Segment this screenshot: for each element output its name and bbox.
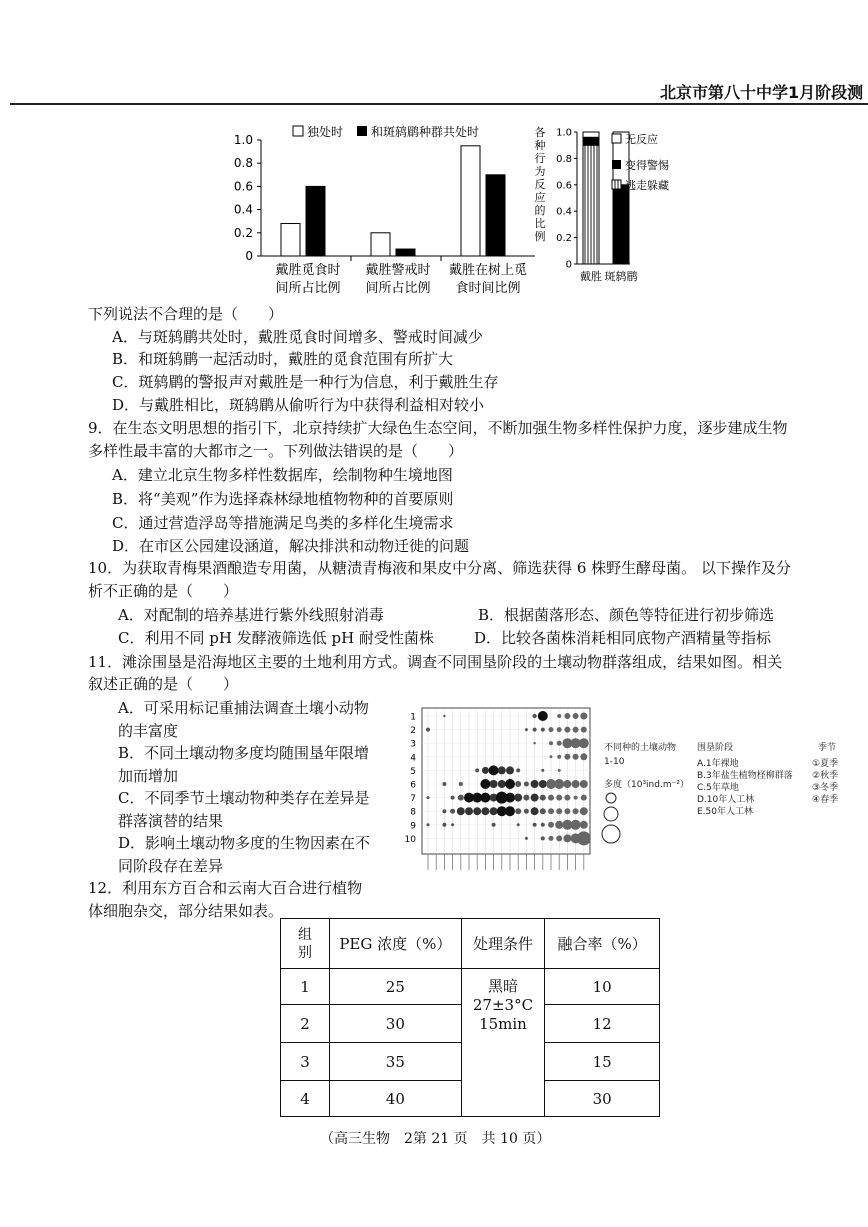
dot-plot-point (523, 795, 529, 801)
dot-plot-point (574, 796, 578, 800)
chart1-category-label: 间所占比例 (365, 281, 431, 296)
chart2-y-tick-label: 0 (565, 259, 572, 271)
q11-option-d-line1: D．影响土壤动物多度的生物因素在不 (118, 834, 371, 852)
page-footer: （高三生物 2第 21 页 共 10 页） (320, 1131, 551, 1147)
legend-swatch-alert (612, 160, 621, 169)
dot-plot-point (541, 728, 545, 732)
legend-circle-small (606, 793, 616, 803)
q9-option-a: A．建立北京生物多样性数据库，绘制物种生境地图 (112, 466, 453, 484)
dot-plot-row-label: 3 (410, 739, 416, 750)
condition-temp: 27±3°C (472, 996, 534, 1014)
q12-stem-line2: 体细胞杂交，部分结果如表。 (88, 902, 284, 920)
chart2-y-tick-label: 0.8 (556, 153, 572, 165)
dot-plot-point (450, 809, 455, 814)
chart1-y-tick-label: 0.6 (233, 179, 253, 194)
chart2-y-label-char: 反 (534, 178, 546, 191)
dot-plot-point (531, 794, 539, 802)
chart-time-proportion (225, 118, 555, 298)
chart1-y-tick-label: 1.0 (233, 133, 253, 147)
dot-plot-point (473, 807, 481, 815)
dot-plot-point (451, 823, 454, 826)
dot-plot-point (541, 836, 545, 840)
dot-plot-point (517, 823, 520, 826)
q9-stem-line1: 9．在生态文明思想的指引下，北京持续扩大绿色生态空间，不断加强生物多样性保护力度，逐步建成生物 (88, 419, 788, 437)
dot-plot-point (580, 753, 587, 760)
chart2-bar-segment (583, 145, 599, 264)
chart1-category-label: 戴胜警戒时 (365, 263, 431, 278)
dot-plot-point (564, 727, 570, 733)
chart-behavior-response (530, 122, 740, 292)
dot-plot-point (426, 728, 430, 732)
chart2-y-tick-label: 0.4 (556, 206, 572, 218)
cell-peg: 30 (330, 1005, 462, 1043)
dot-plot-point (549, 836, 554, 841)
dot-plot-point (564, 713, 570, 719)
header-divider (10, 103, 868, 105)
q8-option-d: D．与戴胜相比，斑鸫鹛从偷听行为中获得利益相对较小 (112, 396, 485, 414)
legend-label-alone: 独处时 (307, 125, 344, 139)
legend-label-no-response: 无反应 (625, 133, 658, 146)
table-row (281, 969, 660, 1005)
q10-option-b: B．根据菌落形态、颜色等特征进行初步筛选 (478, 606, 775, 624)
dot-plot-point (540, 795, 546, 801)
header-group: 组别 (281, 919, 330, 969)
dot-plot-point (573, 808, 579, 814)
dot-plot-row-label: 2 (410, 726, 416, 737)
dot-plot-point (557, 741, 562, 746)
q11-option-a-line2: 的丰富度 (118, 722, 179, 740)
legend-swatch-alone (293, 126, 303, 136)
cell-group: 2 (281, 1005, 330, 1043)
dot-plot-point (557, 755, 561, 759)
dot-plot-point (579, 738, 589, 748)
dot-plot-point (489, 765, 499, 775)
dot-plot-point (443, 715, 445, 717)
cell-rate: 30 (545, 1081, 660, 1117)
q9-option-b: B．将“美观”作为选择森林绿地植物物种的首要原则 (112, 490, 454, 508)
legend-swatch-no-response (612, 134, 621, 143)
chart2-y-label-char: 行 (534, 152, 546, 165)
q12-stem-line1: 12．利用东方百合和云南大百合进行植物 (88, 879, 363, 897)
cell-condition (461, 969, 545, 1117)
legend-season-summer: ①夏季 (812, 759, 839, 769)
dot-plot-point (557, 714, 561, 718)
q11-option-c-line1: C．不同季节土壤动物种类存在差异是 (118, 789, 370, 807)
legend-season-spring: ④春季 (812, 795, 839, 805)
dot-plot-point (482, 767, 489, 774)
cell-rate: 15 (545, 1043, 660, 1081)
dot-plot-point (550, 755, 553, 758)
q10-stem-line1: 10．为获取青梅果酒酿造专用菌，从糖渍青梅液和果皮中分离、筛选获得 6 株野生酵母菌。 以下操作及分 (88, 559, 791, 577)
dot-plot-point (555, 821, 563, 829)
chart2-y-label-char: 各 (534, 126, 546, 139)
chart1-y-tick-label: 0.8 (233, 156, 253, 171)
dot-plot-point (492, 823, 496, 827)
dot-plot-row-label: 6 (410, 780, 416, 791)
dot-plot-point (525, 728, 528, 731)
chart1-legend (293, 124, 479, 139)
dot-plot-point (556, 808, 562, 814)
dot-plot-point (563, 834, 571, 842)
legend-swatch-together (357, 126, 367, 136)
legend-species-title: 不同种的土壤动物 (604, 743, 677, 753)
dot-plot-point (541, 823, 545, 827)
chart2-category-label: 斑鸫鹛 (604, 270, 638, 283)
dot-plot-point (533, 823, 537, 827)
q8-option-c: C．斑鸫鹛的警报声对戴胜是一种行为信息，利于戴胜生存 (112, 373, 499, 391)
q11-option-b-line2: 加而增加 (118, 767, 179, 785)
dot-plot-point (514, 794, 522, 802)
chart1-bar (396, 249, 415, 256)
dot-plot-point (548, 795, 554, 801)
dot-plot-point (564, 808, 570, 814)
dot-plot-row-label: 9 (410, 821, 416, 832)
dot-plot-point (459, 782, 463, 786)
legend-abundance-title: 多度（10³ind.m⁻²） (604, 780, 689, 790)
chart2-category-label: 戴胜 (580, 270, 602, 283)
q11-option-b-line1: B．不同土壤动物多度均随围垦年限增 (118, 744, 370, 762)
dot-plot-point (564, 795, 570, 801)
q8-stem: 下列说法不合理的是（ ） (88, 305, 284, 323)
dot-plot-point (554, 779, 564, 789)
chart2-bar-segment (583, 132, 599, 137)
dot-plot-point (442, 782, 446, 786)
cell-peg: 25 (330, 969, 462, 1005)
chart2-y-tick-label: 0.2 (556, 233, 572, 245)
page-header-title: 北京市第八十中学1月阶段测 (660, 83, 864, 102)
dot-plot-point (557, 727, 562, 732)
dot-plot-point (505, 779, 515, 789)
chart2-bar-segment (613, 185, 629, 264)
dot-plot-point (533, 742, 535, 744)
chart1-bar (486, 175, 505, 256)
chart1-bar (461, 146, 480, 256)
header-rate: 融合率（%） (545, 919, 660, 969)
dot-plot-point (427, 796, 430, 799)
peg-fusion-table (280, 918, 660, 1117)
chart1-y-tick-label: 0.4 (233, 202, 253, 217)
chart2-y-label-char: 种 (534, 139, 546, 152)
dot-plot-point (505, 806, 515, 816)
dot-plot-point (480, 779, 490, 789)
dot-plot-point (532, 714, 536, 718)
chart1-category-label: 食时间比例 (455, 281, 521, 296)
dot-plot-point (538, 711, 548, 721)
dot-plot-point (548, 822, 554, 828)
dot-plot-point (442, 809, 446, 813)
legend-label-flee: 逃走躲藏 (625, 179, 669, 192)
dot-plot-point (498, 780, 506, 788)
legend-stage-e: E.50年人工林 (697, 807, 753, 817)
dot-plot-point (539, 780, 547, 788)
cell-rate: 10 (545, 969, 660, 1005)
dot-plot-point (573, 754, 579, 760)
dot-plot-point (540, 808, 546, 814)
dot-plot-row-label: 7 (410, 794, 416, 805)
legend-season-autumn: ②秋季 (812, 771, 839, 781)
q11-option-a-line1: A．可采用标记重捕法调查土壤小动物 (118, 699, 369, 717)
dot-plot-point (580, 780, 588, 788)
chart2-y-label-char: 应 (534, 191, 546, 204)
legend-species-range: 1-10 (604, 757, 625, 767)
q9-option-d: D．在市区公园建设涵道，解决排洪和动物迁徙的问题 (112, 537, 470, 555)
dot-plot-point (573, 727, 579, 733)
chart1-y-tick-label: 0.2 (233, 225, 253, 240)
dot-plot-row-label: 8 (410, 807, 416, 818)
condition-dark: 黑暗 (487, 977, 518, 995)
q11-stem-line1: 11．滩涂围垦是沿海地区主要的土地利用方式。调查不同围垦阶段的土壤动物群落组成，结果如图。相关 (88, 653, 783, 671)
dot-plot-point (541, 769, 544, 772)
chart2-y-label-char: 的 (534, 204, 546, 217)
q8-option-a: A．与斑鸫鹛共处时，戴胜觅食时间增多、警戒时间减少 (112, 328, 483, 346)
dot-plot-point (577, 831, 591, 845)
dot-plot-point (490, 807, 498, 815)
dot-plot-point (533, 728, 537, 732)
legend-circle-medium (604, 807, 618, 821)
dot-plot-point (480, 793, 490, 803)
dot-plot-point (475, 768, 479, 772)
dot-plot-point (442, 823, 446, 827)
q10-option-d: D．比较各菌株消耗相同底物产酒精量等指标 (474, 629, 772, 647)
chart1-y-tick-label: 0 (245, 249, 253, 263)
dot-plot-point (490, 780, 498, 788)
q11-stem-line2: 叙述正确的是（ ） (88, 675, 239, 693)
chart2-bar-segment (583, 137, 599, 145)
cell-rate: 12 (545, 1005, 660, 1043)
dot-plot-point (556, 795, 562, 801)
condition-time: 15min (479, 1015, 527, 1033)
dot-plot-point (505, 793, 515, 803)
chart1-category-label: 间所占比例 (275, 281, 341, 296)
q10-stem-line2: 析不正确的是（ ） (88, 582, 239, 600)
dot-plot-point (580, 713, 587, 720)
q9-option-c: C．通过营造浮岛等措施满足鸟类的多样化生境需求 (112, 514, 454, 532)
legend-abundance-circles (600, 790, 630, 846)
chart1-bar (306, 186, 325, 256)
dot-plot-point (572, 780, 580, 788)
dot-plot-point (451, 796, 455, 800)
chart2-y-tick-label: 0.6 (556, 180, 572, 192)
legend-label-alert: 变得警惕 (625, 159, 669, 172)
dot-plot-point (563, 780, 571, 788)
chart2-y-label-char: 为 (534, 165, 546, 178)
dot-plot-row-label: 5 (410, 766, 416, 777)
dot-plot-point (549, 727, 554, 732)
legend-stage-a: A.1年裸地 (697, 759, 739, 769)
dot-plot-point (558, 769, 561, 772)
dot-plot-point (498, 766, 506, 774)
dot-plot-point (515, 781, 521, 787)
soil-animal-dot-plot (400, 700, 600, 875)
dot-plot-row-label: 10 (404, 834, 416, 845)
dot-plot-point (481, 807, 489, 815)
header-peg: PEG 浓度（%） (330, 919, 462, 969)
cell-group: 4 (281, 1081, 330, 1117)
legend-stage-b: B.3年盐生植物柽柳群落 (697, 771, 793, 781)
legend-swatch-flee (612, 180, 621, 189)
legend-stage-c: C.5年草地 (697, 783, 739, 793)
q8-option-b: B．和斑鸫鹛一起活动时，戴胜的觅食范围有所扩大 (112, 350, 454, 368)
dot-plot-point (524, 782, 529, 787)
q10-option-c: C．利用不同 pH 发酵液筛选低 pH 耐受性菌株 (118, 629, 434, 647)
dot-plot-point (581, 727, 587, 733)
q11-option-d-line2: 同阶段存在差异 (118, 857, 224, 875)
dot-plot-point (525, 837, 528, 840)
dot-plot-point (581, 795, 587, 801)
dot-plot-point (580, 807, 588, 815)
dot-plot-point (573, 713, 579, 719)
dot-plot-point (427, 823, 430, 826)
chart2-legend (612, 132, 669, 192)
legend-stage-title: 围垦阶段 (697, 743, 734, 753)
dot-plot-point (457, 807, 465, 815)
q11-option-c-line2: 群落演替的结果 (118, 812, 224, 830)
dot-plot-point (515, 808, 521, 814)
legend-season-winter: ③冬季 (812, 783, 839, 793)
dot-plot-point (556, 835, 562, 841)
dot-plot-point (548, 808, 554, 814)
dot-plot-point (465, 807, 473, 815)
dot-plot-point (531, 780, 539, 788)
dot-plot-point (571, 820, 581, 830)
table-header-row (281, 919, 660, 969)
chart1-bar (281, 224, 300, 256)
header-condition: 处理条件 (461, 919, 545, 969)
cell-peg: 35 (330, 1043, 462, 1081)
legend-stage-d: D.10年人工林 (697, 795, 755, 805)
legend-circle-large (602, 825, 620, 843)
dot-plot-point (580, 821, 588, 829)
dot-plot-point (531, 807, 539, 815)
chart2-y-tick-label: 1.0 (556, 127, 572, 139)
q9-stem-line2: 多样性最丰富的大都市之一。下列做法错误的是（ ） (88, 442, 464, 460)
cell-peg: 40 (330, 1081, 462, 1117)
legend-label-together: 和斑鸫鹛种群共处时 (371, 125, 480, 139)
dot-plot-point (524, 809, 529, 814)
chart1-category-label: 戴胜在树上觅 (448, 263, 528, 278)
dot-plot-point (549, 741, 553, 745)
q10-option-a: A．对配制的培养基进行紫外线照射消毒 (118, 606, 384, 624)
cell-group: 3 (281, 1043, 330, 1081)
chart1-bar (371, 233, 390, 256)
dot-plot-row-label: 4 (410, 753, 416, 764)
dot-plot-point (458, 795, 464, 801)
dot-plot-point (506, 766, 514, 774)
cell-group: 1 (281, 969, 330, 1005)
legend-season-title: 季节 (818, 743, 837, 753)
chart2-y-label-char: 比 (534, 217, 546, 230)
dot-plot-point (516, 768, 520, 772)
chart1-category-label: 戴胜觅食时 (275, 263, 341, 278)
chart2-y-label-char: 例 (534, 230, 546, 243)
dot-plot-row-label: 1 (410, 712, 416, 723)
dot-plot-point (564, 754, 570, 760)
